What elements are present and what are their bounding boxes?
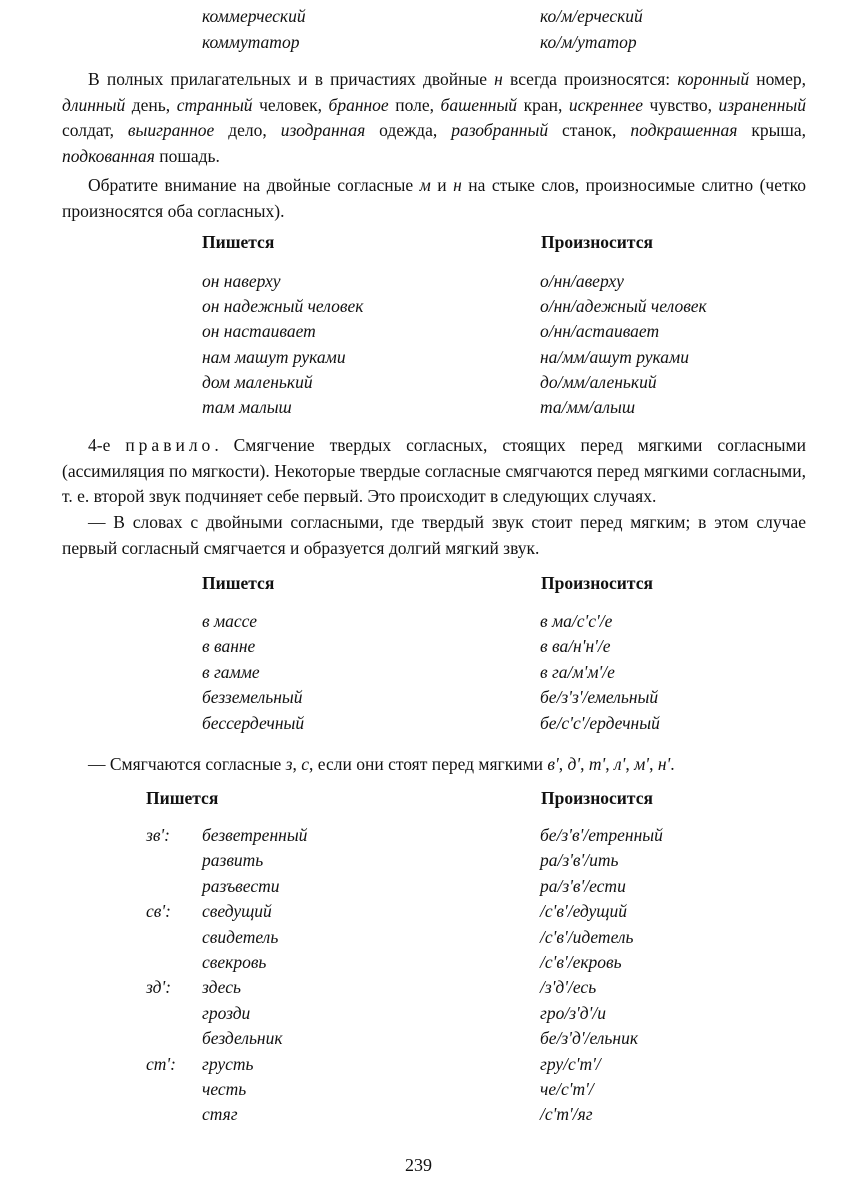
- italic-term: башенный: [440, 94, 518, 115]
- text-run: одежда,: [365, 120, 452, 141]
- written-word: грусть: [202, 1053, 254, 1074]
- italic-term: бранное: [328, 94, 389, 115]
- italic-term: подкованная: [62, 145, 155, 166]
- pronounced-word: /с'в'/екровь: [540, 952, 622, 972]
- written-word: он настаивает: [202, 321, 316, 342]
- written-word: там малыш: [202, 397, 292, 417]
- consonant-group-label: зд':: [146, 977, 172, 998]
- consonant-group-label: зв':: [146, 825, 170, 845]
- written-word: он наверху: [202, 271, 281, 291]
- pronounced-word: гру/с'т'/: [540, 1053, 601, 1074]
- pronounced-word: /с'т'/яг: [540, 1104, 593, 1125]
- text-run: кран,: [517, 94, 569, 115]
- text-run: В полных прилагательных и в причастиях двойные: [88, 69, 495, 89]
- text-run: день,: [125, 94, 177, 115]
- text-run: ,: [649, 754, 658, 774]
- column-header-pronounced: Произносится: [541, 788, 653, 808]
- paragraph-rule-4: [62, 433, 806, 510]
- rule-number: 4-е: [88, 435, 111, 455]
- written-word: он надежный человек: [202, 296, 364, 317]
- written-word: в массе: [202, 611, 257, 631]
- page-number: 239: [405, 1155, 432, 1175]
- pronounced-word: бе/з'з'/емельный: [540, 687, 659, 708]
- paragraph-softening-z-s: [62, 752, 806, 778]
- text-run: человек,: [252, 94, 329, 115]
- rule-text: . Смягчение твердых согласных, стоящих перед мягкими согласными (ассимиляция по мягкости). Некоторые твердые согласные смягчаются перед мягкими согласными, т. е. второй звук подчиняет себе первый. Это происходит в следующих случаях.: [62, 435, 806, 507]
- pronounced-word: бе/з'в'/етренный: [540, 825, 663, 845]
- text-run: станок,: [548, 120, 631, 141]
- italic-term: выигранное: [127, 120, 215, 141]
- text-run: — Смягчаются согласные: [88, 754, 286, 774]
- text-run: и: [430, 175, 454, 195]
- pronounced-word: ко/м/утатор: [540, 32, 637, 52]
- italic-term: израненный: [718, 94, 806, 115]
- written-word: свекровь: [202, 952, 267, 972]
- written-word: дом маленький: [202, 371, 313, 392]
- text-run: всегда произносятся:: [502, 69, 678, 89]
- pronounced-word: /з'д'/есь: [540, 977, 597, 998]
- written-word: развить: [202, 850, 264, 871]
- pronounced-word: о/нн/адежный человек: [540, 296, 707, 317]
- text-run: ,: [605, 754, 615, 774]
- text-run: чувство,: [643, 94, 719, 115]
- consonant-group-label: ст':: [146, 1053, 176, 1074]
- text-run: Обратите внимание на двойные согласные: [88, 175, 420, 195]
- pronounced-word: на/мм/ашут руками: [540, 346, 689, 367]
- paragraph-double-n: [62, 67, 806, 169]
- written-word: бездельник: [202, 1028, 283, 1049]
- text-run: крыша,: [737, 120, 807, 141]
- pronounced-word: /с'в'/идетель: [540, 926, 634, 947]
- italic-term: подкрашенная: [630, 120, 738, 141]
- italic-term: н': [657, 754, 671, 774]
- written-word: сведущий: [202, 901, 272, 922]
- written-word: честь: [202, 1079, 247, 1099]
- written-word: грозди: [202, 1002, 251, 1023]
- text-run: пошадь.: [154, 145, 220, 166]
- written-word: стяг: [202, 1104, 238, 1125]
- pronounced-word: в га/м'м'/е: [540, 661, 615, 682]
- italic-term: изодранная: [280, 120, 366, 141]
- italic-term: с: [301, 754, 310, 774]
- text-run: на стыке слов, произносимые слитно (четко произносятся оба согласных).: [62, 175, 806, 221]
- italic-term: т': [588, 754, 606, 774]
- pronounced-word: о/нн/астаивает: [540, 321, 660, 342]
- column-header-pronounced: Произносится: [541, 232, 653, 252]
- italic-term: коронный: [677, 69, 750, 89]
- pronounced-word: в ва/н'н'/е: [540, 636, 611, 657]
- pronounced-word: та/мм/алыш: [540, 397, 636, 417]
- paragraph-double-soft: — В словах с двойными согласными, где твердый звук стоит перед мягким; в этом случае первый согласный смягчается и образуется долгий мягкий звук.: [62, 512, 806, 558]
- written-word: нам машут руками: [202, 346, 346, 367]
- text-run: дело,: [214, 120, 281, 141]
- text-run: поле,: [388, 94, 441, 115]
- written-word: в ванне: [202, 636, 256, 657]
- pronounced-word: че/с'т'/: [540, 1079, 594, 1099]
- written-word: бессердечный: [202, 712, 305, 733]
- written-word: безземельный: [202, 687, 303, 708]
- text-run: солдат,: [62, 120, 128, 141]
- text-run: номер,: [749, 69, 807, 89]
- pronounced-word: гро/з'д'/и: [540, 1002, 606, 1023]
- text-run: .: [670, 754, 675, 774]
- written-word: безветренный: [202, 825, 308, 845]
- column-header-written: Пишется: [202, 573, 275, 593]
- text-run: ,: [558, 754, 568, 774]
- pronounced-word: ко/м/ерческий: [540, 6, 643, 26]
- pronounced-word: /с'в'/едущий: [540, 901, 628, 922]
- italic-term: искреннее: [568, 94, 644, 115]
- column-header-written: Пишется: [146, 788, 219, 808]
- italic-term: н: [494, 69, 503, 89]
- text-run: , если они стоят перед мягкими: [309, 754, 548, 774]
- column-header-written: Пишется: [202, 232, 275, 252]
- pronounced-word: бе/з'д'/ельник: [540, 1028, 639, 1049]
- text-run: ,: [580, 754, 589, 774]
- written-word: свидетель: [202, 926, 279, 947]
- italic-term: д': [567, 754, 581, 774]
- written-word: коммерческий: [202, 6, 306, 26]
- written-word: в гамме: [202, 661, 260, 682]
- pronounced-word: в ма/с'с'/е: [540, 611, 613, 631]
- text-run: ,: [625, 754, 635, 774]
- pronounced-word: ра/з'в'/ести: [540, 875, 626, 896]
- italic-term: м: [419, 175, 431, 195]
- written-word: здесь: [202, 977, 241, 998]
- pronounced-word: бе/с'с'/ердечный: [540, 712, 660, 733]
- text-run: ,: [292, 754, 302, 774]
- consonant-group-label: св':: [146, 901, 171, 922]
- italic-term: л': [614, 754, 626, 774]
- pronounced-word: ра/з'в'/ить: [540, 850, 619, 871]
- italic-term: странный: [176, 94, 253, 115]
- italic-term: разобранный: [451, 120, 549, 141]
- written-word: коммутатор: [202, 32, 300, 52]
- pronounced-word: до/мм/аленький: [540, 371, 657, 392]
- italic-term: н: [453, 175, 462, 195]
- italic-term: з: [285, 754, 293, 774]
- written-word: разъвести: [202, 875, 280, 896]
- italic-term: в': [547, 754, 559, 774]
- italic-term: м': [634, 754, 650, 774]
- rule-word: правило: [125, 435, 215, 455]
- italic-term: длинный: [62, 94, 126, 115]
- paragraph-double-consonants: [62, 173, 806, 224]
- pronounced-word: о/нн/аверху: [540, 271, 624, 291]
- column-header-pronounced: Произносится: [541, 573, 653, 593]
